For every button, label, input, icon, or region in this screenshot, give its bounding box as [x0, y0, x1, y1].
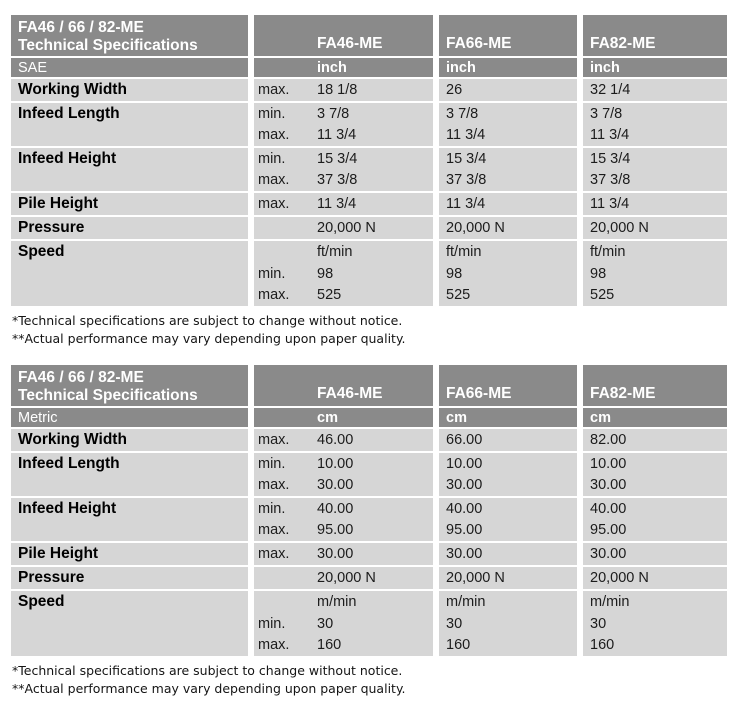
values-cell-fa46 [254, 591, 433, 656]
value-line [583, 613, 727, 635]
column-header: FA46-ME [317, 385, 383, 402]
row-label-cell [11, 543, 248, 565]
values-cell-fa82 [583, 591, 727, 656]
spec-value: 40.00 [590, 500, 627, 517]
metric-spec-table [11, 365, 727, 656]
value-line [254, 543, 433, 565]
value-line [583, 429, 727, 451]
values-cell-fa66 [439, 217, 577, 239]
row-label: Speed [18, 593, 65, 610]
spec-value: 30 [317, 615, 334, 632]
row-label-line [11, 567, 248, 589]
row-label-line [11, 79, 248, 101]
value-line [583, 148, 727, 170]
values-cell-fa82 [583, 217, 727, 239]
value-line [439, 263, 577, 285]
spec-value: ft/min [317, 243, 353, 260]
values-cell-fa46 [254, 429, 433, 451]
spec-value: 20,000 N [317, 220, 376, 236]
spec-value: 18 1/8 [317, 82, 358, 98]
spec-value: 11 3/4 [446, 196, 486, 212]
spec-value: 30.00 [446, 477, 483, 494]
spec-value: m/min [590, 593, 630, 610]
value-line [254, 453, 433, 475]
col-header-cell [583, 15, 727, 56]
spec-value: 15 3/4 [590, 150, 631, 167]
values-cell-fa46 [254, 567, 433, 589]
values-cell-fa66 [439, 241, 577, 306]
minmax-qualifier: min. [258, 150, 286, 167]
row-label-line [11, 498, 248, 520]
col-header-cell [583, 365, 727, 406]
spec-value: 525 [317, 287, 342, 304]
values-cell-fa82 [583, 453, 727, 496]
values-cell-fa46 [254, 217, 433, 239]
unit-label: inch [446, 59, 476, 76]
values-cell-fa46 [254, 543, 433, 565]
minmax-qualifier: max. [258, 172, 290, 189]
row-label-cell [11, 453, 248, 496]
unit-label: cm [317, 409, 338, 426]
value-line [439, 103, 577, 125]
value-line [254, 217, 433, 239]
column-header: FA66-ME [446, 385, 512, 402]
values-cell-fa82 [583, 498, 727, 541]
footnotes [12, 662, 747, 697]
spec-value: 37 3/8 [317, 172, 358, 189]
values-cell-fa66 [439, 148, 577, 191]
spec-value: 525 [590, 287, 615, 304]
row-label: Infeed Height [18, 150, 117, 167]
values-cell-fa82 [583, 567, 727, 589]
value-line [254, 520, 433, 542]
spec-value: 32 1/4 [590, 82, 631, 98]
value-line [439, 217, 577, 239]
row-label-line [11, 453, 248, 475]
footnote-change-notice: *Technical specifications are subject to change without notice. [12, 663, 403, 678]
spec-value: 37 3/8 [446, 172, 487, 189]
value-line [583, 217, 727, 239]
row-label-cell [11, 429, 248, 451]
unit-system-cell [11, 58, 248, 77]
value-line [254, 241, 433, 263]
row-label-cell [11, 498, 248, 541]
value-line [439, 193, 577, 215]
values-cell-fa46 [254, 148, 433, 191]
row-label-cell [11, 241, 248, 306]
row-label-cell [11, 193, 248, 215]
value-line [439, 125, 577, 147]
values-cell-fa46 [254, 103, 433, 146]
unit-label: inch [590, 59, 620, 76]
table-title-line1: FA46 / 66 / 82-ME [18, 19, 144, 36]
col-header-cell [439, 365, 577, 406]
row-label-cell [11, 217, 248, 239]
value-line [254, 263, 433, 285]
column-header: FA82-ME [590, 35, 656, 52]
row-label: Speed [18, 243, 65, 260]
value-line [583, 263, 727, 285]
value-line [254, 613, 433, 635]
row-label-line [11, 241, 248, 263]
spec-value: 30 [590, 615, 607, 632]
sae-spec-table [11, 15, 727, 306]
value-line [254, 591, 433, 613]
spec-value: 30.00 [317, 477, 354, 494]
row-label: Infeed Length [18, 105, 120, 122]
value-line [583, 543, 727, 565]
col-header-cell [439, 15, 577, 56]
values-cell-fa66 [439, 79, 577, 101]
values-cell-fa82 [583, 79, 727, 101]
column-header: FA82-ME [590, 385, 656, 402]
row-label-line [11, 591, 248, 613]
spec-value: 30.00 [317, 546, 354, 562]
minmax-qualifier: max. [258, 477, 290, 494]
minmax-qualifier: max. [258, 127, 290, 144]
spec-value: 160 [317, 637, 342, 654]
value-line [583, 520, 727, 542]
spec-value: 46.00 [317, 432, 354, 448]
spec-value: 10.00 [317, 455, 354, 472]
spec-value: 20,000 N [446, 570, 505, 586]
spec-value: 11 3/4 [590, 196, 630, 212]
footnotes [12, 312, 747, 347]
value-line [439, 591, 577, 613]
row-label: Pile Height [18, 195, 99, 212]
values-cell-fa66 [439, 567, 577, 589]
minmax-qualifier: min. [258, 500, 286, 517]
value-line [439, 148, 577, 170]
values-cell-fa82 [583, 193, 727, 215]
value-line [439, 634, 577, 656]
spec-value: 20,000 N [590, 220, 649, 236]
value-line [583, 170, 727, 192]
spec-value: 11 3/4 [317, 127, 357, 144]
value-line [439, 79, 577, 101]
values-cell-fa82 [583, 103, 727, 146]
values-cell-fa82 [583, 241, 727, 306]
spec-value: 95.00 [317, 522, 354, 539]
spec-value: 20,000 N [446, 220, 505, 236]
col-header-cell [254, 15, 433, 56]
row-label-line [11, 429, 248, 451]
value-line [583, 498, 727, 520]
value-line [439, 543, 577, 565]
sae-table-section [11, 15, 747, 347]
unit-cell [254, 408, 433, 427]
values-cell-fa46 [254, 498, 433, 541]
row-label: Infeed Height [18, 500, 117, 517]
minmax-qualifier: max. [258, 522, 290, 539]
spec-value: 11 3/4 [317, 196, 357, 212]
spec-value: 3 7/8 [590, 105, 623, 122]
minmax-qualifier: min. [258, 265, 286, 282]
values-cell-fa66 [439, 498, 577, 541]
minmax-qualifier: max. [258, 546, 290, 562]
unit-label: inch [317, 59, 347, 76]
value-line [583, 241, 727, 263]
values-cell-fa82 [583, 429, 727, 451]
spec-value: 66.00 [446, 432, 483, 448]
spec-value: 30 [446, 615, 463, 632]
value-line [439, 284, 577, 306]
values-cell-fa66 [439, 429, 577, 451]
spec-value: 160 [446, 637, 471, 654]
minmax-qualifier: max. [258, 196, 290, 212]
value-line [583, 591, 727, 613]
row-label: Pile Height [18, 545, 99, 562]
value-line [254, 79, 433, 101]
value-line [583, 103, 727, 125]
unit-label: cm [590, 409, 611, 426]
values-cell-fa66 [439, 453, 577, 496]
spec-value: 98 [590, 265, 607, 282]
minmax-qualifier: max. [258, 82, 290, 98]
unit-system-label: Metric [18, 409, 58, 426]
spec-value: m/min [446, 593, 486, 610]
value-line [583, 567, 727, 589]
spec-value: ft/min [590, 243, 626, 260]
value-line [439, 429, 577, 451]
value-line [254, 103, 433, 125]
row-label-line [11, 148, 248, 170]
spec-value: 40.00 [446, 500, 483, 517]
value-line [583, 634, 727, 656]
value-line [439, 520, 577, 542]
minmax-qualifier: min. [258, 615, 286, 632]
value-line [583, 475, 727, 497]
row-label: Pressure [18, 569, 85, 586]
values-cell-fa66 [439, 591, 577, 656]
row-label: Working Width [18, 431, 127, 448]
value-line [254, 429, 433, 451]
unit-cell [254, 58, 433, 77]
spec-value: 3 7/8 [446, 105, 479, 122]
unit-cell [583, 408, 727, 427]
spec-value: 15 3/4 [317, 150, 358, 167]
spec-value: 11 3/4 [446, 127, 486, 144]
table-title-line1: FA46 / 66 / 82-ME [18, 369, 144, 386]
spec-value: 15 3/4 [446, 150, 487, 167]
spec-value: 525 [446, 287, 471, 304]
value-line [254, 193, 433, 215]
unit-label: cm [446, 409, 467, 426]
row-label-line [11, 217, 248, 239]
footnote-paper-quality: **Actual performance may vary depending upon paper quality. [12, 330, 406, 346]
value-line [583, 125, 727, 147]
spec-value: 10.00 [590, 455, 627, 472]
value-line [254, 148, 433, 170]
table-title-line2: Technical Specifications [18, 386, 198, 404]
col-header-cell [254, 365, 433, 406]
footnote-change-notice: *Technical specifications are subject to change without notice. [12, 313, 403, 328]
values-cell-fa82 [583, 148, 727, 191]
unit-cell [439, 58, 577, 77]
table-title-cell [11, 15, 248, 56]
spec-value: m/min [317, 593, 357, 610]
spec-value: ft/min [446, 243, 482, 260]
row-label-line [11, 193, 248, 215]
unit-cell [439, 408, 577, 427]
minmax-qualifier: min. [258, 455, 286, 472]
spec-value: 30.00 [590, 546, 627, 562]
table-title-line2: Technical Specifications [18, 36, 198, 54]
value-line [254, 125, 433, 147]
row-label: Pressure [18, 219, 85, 236]
spec-value: 20,000 N [317, 570, 376, 586]
metric-table-section [11, 365, 747, 697]
row-label-cell [11, 148, 248, 191]
values-cell-fa82 [583, 543, 727, 565]
spec-value: 30.00 [446, 546, 483, 562]
value-line [439, 475, 577, 497]
values-cell-fa46 [254, 193, 433, 215]
column-header: FA46-ME [317, 35, 383, 52]
values-cell-fa66 [439, 543, 577, 565]
minmax-qualifier: max. [258, 432, 290, 448]
value-line [254, 567, 433, 589]
values-cell-fa66 [439, 103, 577, 146]
column-header: FA66-ME [446, 35, 512, 52]
minmax-qualifier: max. [258, 287, 290, 304]
spec-value: 37 3/8 [590, 172, 631, 189]
row-label: Infeed Length [18, 455, 120, 472]
row-label-line [11, 543, 248, 565]
spec-value: 10.00 [446, 455, 483, 472]
value-line [254, 498, 433, 520]
spec-value: 95.00 [446, 522, 483, 539]
row-label-cell [11, 79, 248, 101]
value-line [583, 193, 727, 215]
spec-value: 98 [446, 265, 463, 282]
spec-value: 160 [590, 637, 615, 654]
spec-value: 3 7/8 [317, 105, 350, 122]
value-line [583, 284, 727, 306]
value-line [439, 613, 577, 635]
value-line [439, 453, 577, 475]
minmax-qualifier: min. [258, 105, 286, 122]
spec-value: 98 [317, 265, 334, 282]
value-line [254, 634, 433, 656]
footnote-paper-quality: **Actual performance may vary depending upon paper quality. [12, 680, 406, 696]
value-line [439, 241, 577, 263]
value-line [254, 284, 433, 306]
minmax-qualifier: max. [258, 637, 290, 654]
row-label-cell [11, 567, 248, 589]
spec-value: 40.00 [317, 500, 354, 517]
value-line [583, 453, 727, 475]
row-label: Working Width [18, 81, 127, 98]
spec-value: 82.00 [590, 432, 627, 448]
unit-system-label: SAE [18, 59, 48, 76]
values-cell-fa66 [439, 193, 577, 215]
spec-value: 11 3/4 [590, 127, 630, 144]
spec-value: 20,000 N [590, 570, 649, 586]
values-cell-fa46 [254, 241, 433, 306]
row-label-cell [11, 103, 248, 146]
values-cell-fa46 [254, 79, 433, 101]
value-line [439, 498, 577, 520]
spec-value: 26 [446, 82, 463, 98]
value-line [439, 170, 577, 192]
spec-value: 95.00 [590, 522, 627, 539]
value-line [439, 567, 577, 589]
table-title-cell [11, 365, 248, 406]
row-label-line [11, 103, 248, 125]
value-line [254, 170, 433, 192]
unit-system-cell [11, 408, 248, 427]
value-line [583, 79, 727, 101]
unit-cell [583, 58, 727, 77]
row-label-cell [11, 591, 248, 656]
spec-value: 30.00 [590, 477, 627, 494]
value-line [254, 475, 433, 497]
values-cell-fa46 [254, 453, 433, 496]
